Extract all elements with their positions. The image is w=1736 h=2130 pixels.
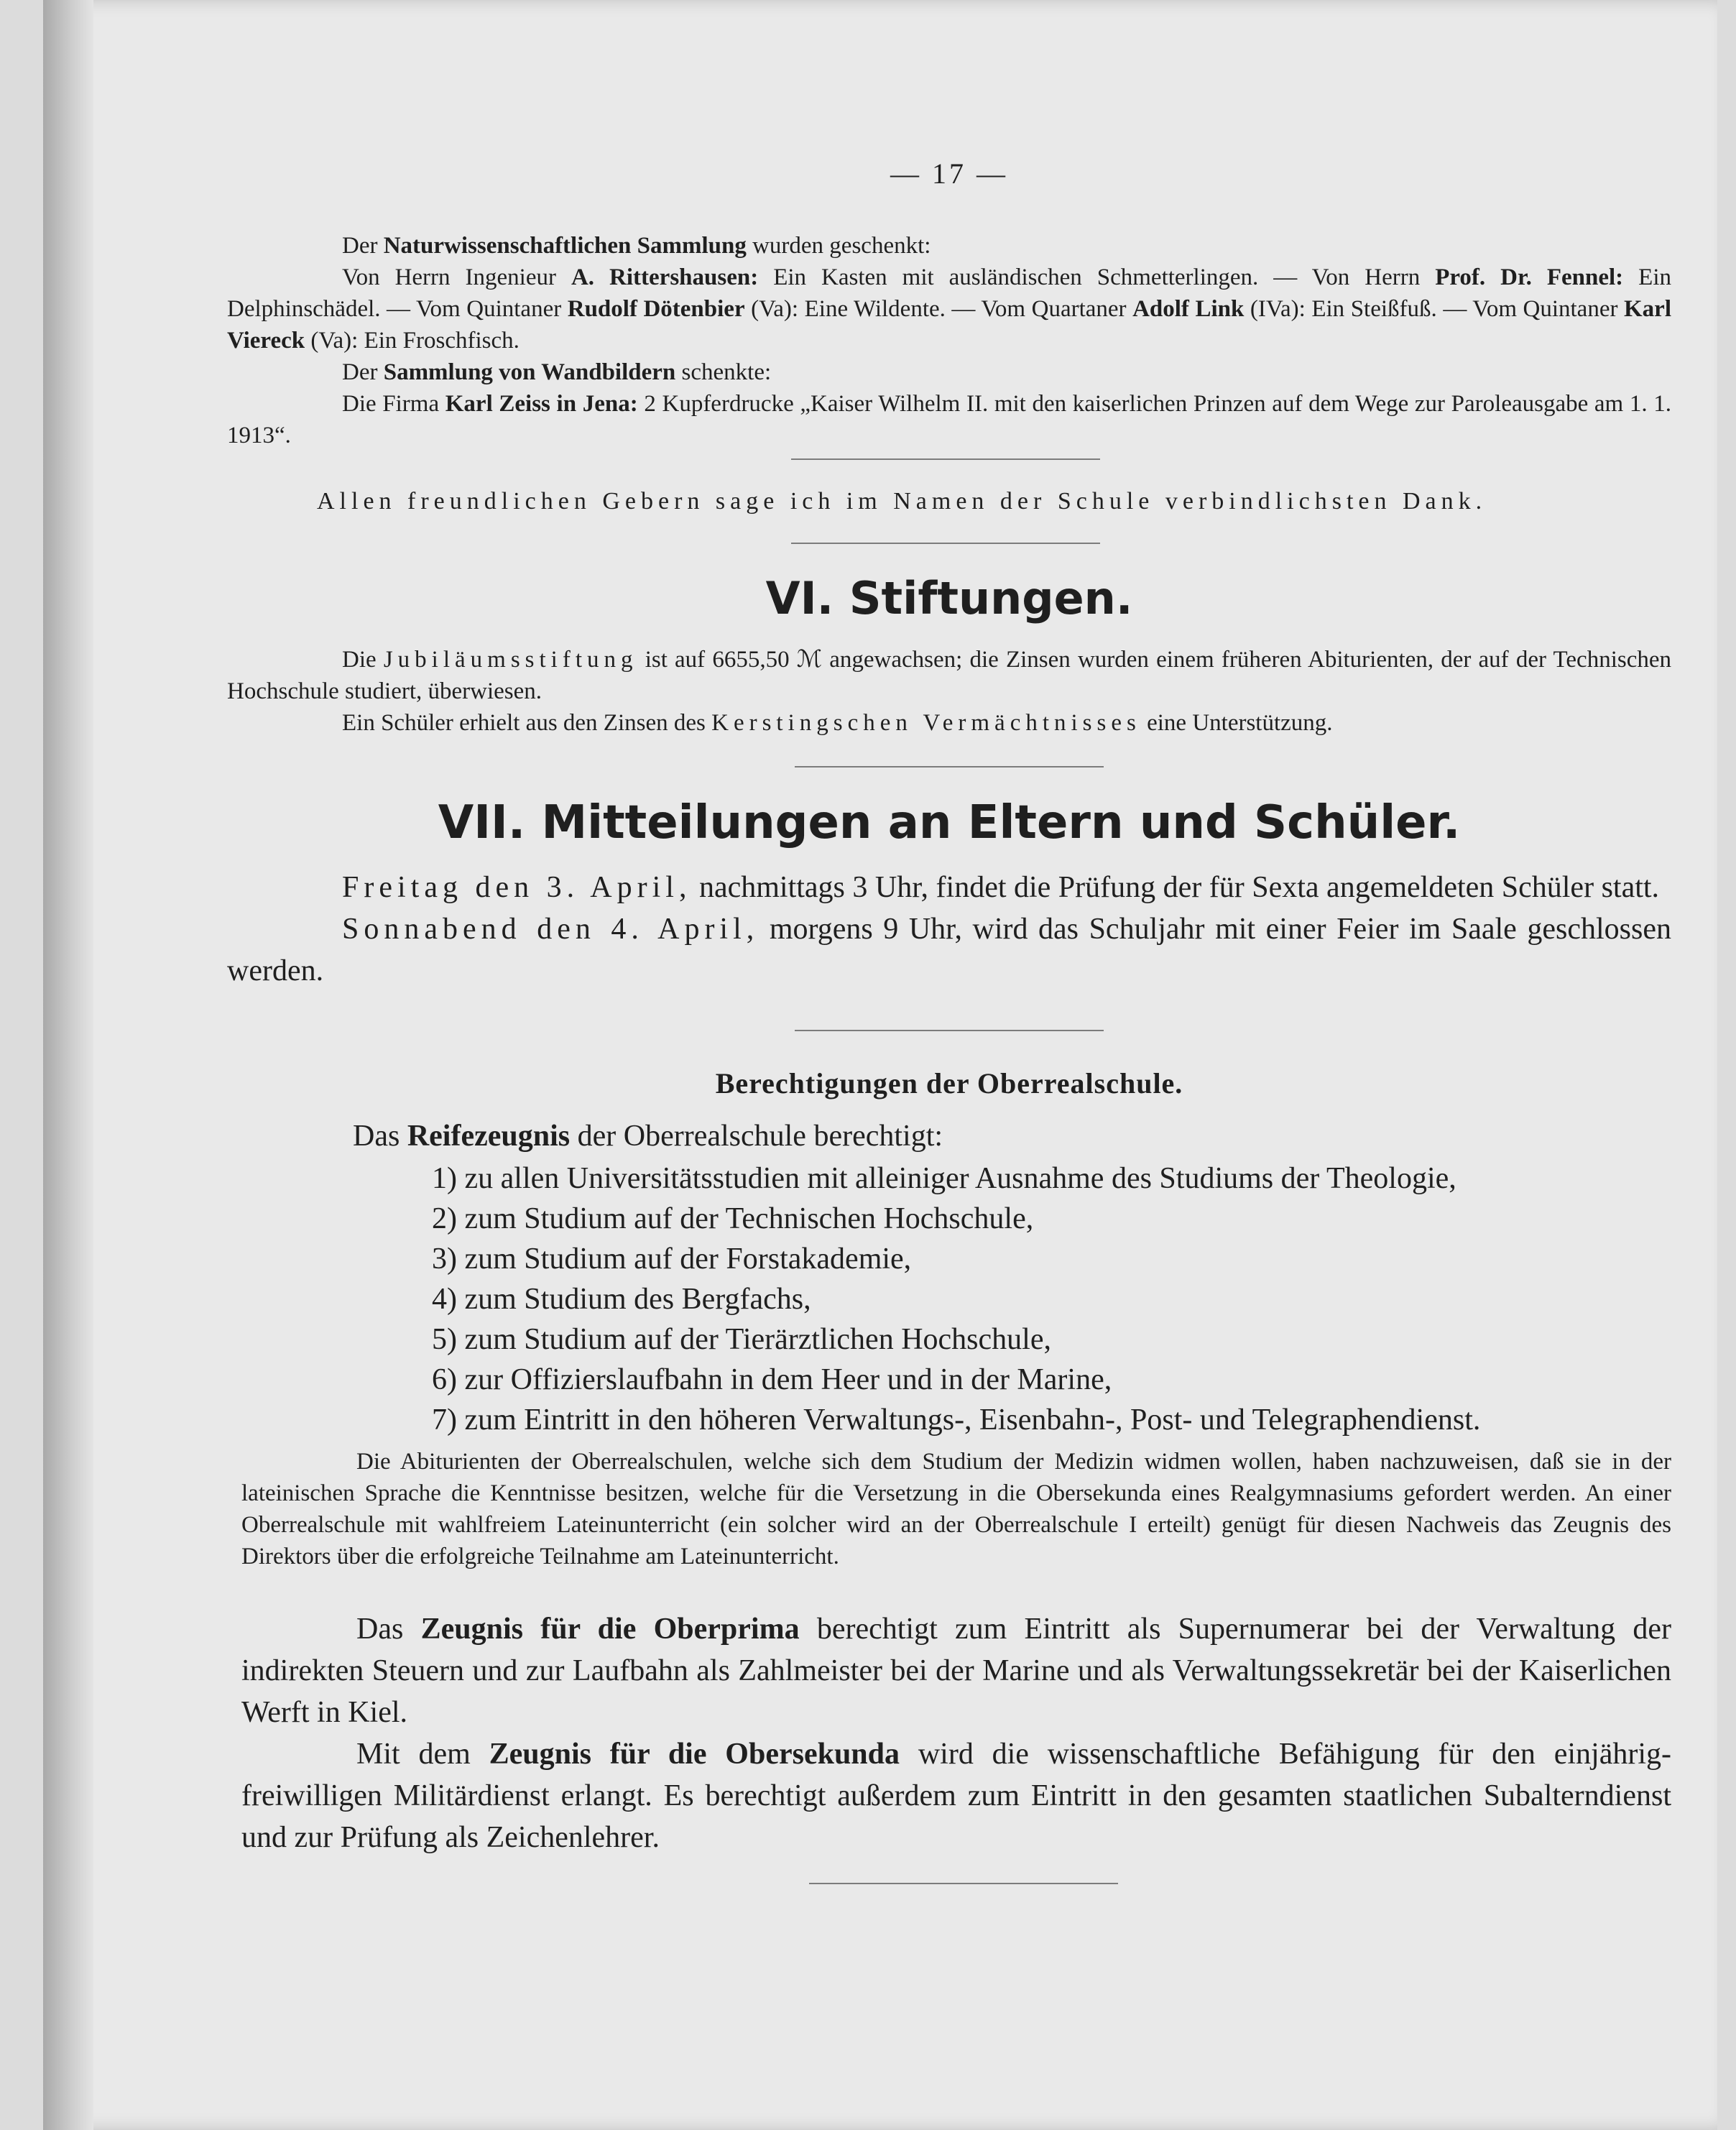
separator-rule	[795, 766, 1104, 767]
separator-rule	[791, 458, 1100, 460]
section-heading-stiftungen: VI. Stiftungen.	[765, 572, 1133, 624]
separator-rule	[795, 1030, 1104, 1031]
page-binding-shadow	[43, 0, 93, 2130]
scanned-page	[43, 0, 1717, 2130]
separator-rule	[791, 543, 1100, 544]
separator-rule	[809, 1883, 1118, 1884]
mitteilungen-schuljahr: Sonnabend den 4. April, morgens 9 Uhr, wird das Schuljahr mit einer Feier im Saale geschlossen werden.	[227, 913, 1671, 987]
section-heading-mitteilungen: VII. Mitteilungen an Eltern und Schüler.	[438, 796, 1461, 849]
stiftungen-block	[227, 644, 1671, 739]
stiftungen-jubilaeum: Die Jubiläumsstiftung ist auf 6655,50 ℳ angewachsen; die Zinsen wurden einem früheren Abiturienten, der auf der Technischen Hochschule studiert, überwiesen.	[227, 647, 1671, 704]
donations-block	[227, 230, 1671, 451]
list-item: 4) zum Studium des Bergfachs,	[432, 1283, 811, 1316]
list-item: 1) zu allen Universitätsstudien mit alleiniger Ausnahme des Studiums der Theologie,	[432, 1162, 1456, 1195]
rights-intro: Das Reifezeugnis der Oberrealschule berechtigt:	[353, 1120, 943, 1153]
oberprima-paragraph: Das Zeugnis für die Oberprima berechtigt zum Eintritt als Supernumerar bei der Verwaltung der indirekten Steuern und zur Laufbahn als Zahlmeister bei der Marine und als Verwaltungssekretär bei der Kaiserlichen Werft in Kiel.	[241, 1613, 1672, 1729]
list-item: 6) zur Offizierslaufbahn in dem Heer und in der Marine,	[432, 1363, 1112, 1396]
page-number: — 17 —	[890, 157, 1008, 190]
mitteilungen-block	[227, 867, 1671, 992]
list-item: 2) zum Studium auf der Technischen Hochschule,	[432, 1202, 1034, 1235]
obersekunda-paragraph: Mit dem Zeugnis für die Obersekunda wird die wissenschaftliche Befähigung für den einjährig-freiwilligen Militärdienst erlangt. Es berechtigt außerdem zum Eintritt in den gesamten staatlichen Subalterndienst und zur Prüfung als Zeichenlehrer.	[241, 1738, 1671, 1854]
medicine-note: Die Abiturienten der Oberrealschulen, welche sich dem Studium der Medizin widmen wollen, haben nachzuweisen, daß sie in der lateinischen Sprache die Kenntnisse besitzen, welche für die Versetzung in die Obersekunda eines Realgymnasiums gefordert werden. An einer Oberrealschule mit wahlfreiem Lateinunterricht (ein solcher wird an der Oberrealschule I erteilt) genügt für diesen Nachweis das Zeugnis des Direktors über die erfolgreiche Teilnahme am Lateinunterricht.	[241, 1449, 1671, 1569]
rights-list	[432, 1158, 1725, 1440]
certificates-block	[241, 1608, 1671, 1858]
thanks-line: Allen freundlichen Gebern sage ich im Namen der Schule verbindlichsten Dank.	[317, 488, 1487, 515]
mitteilungen-pruefung: Freitag den 3. April, nachmittags 3 Uhr, findet die Prüfung der für Sexta angemeldeten Schüler statt.	[342, 871, 1660, 904]
stiftungen-kersting: Ein Schüler erhielt aus den Zinsen des Kerstingschen Vermächtnisses eine Unterstützung.	[342, 710, 1333, 736]
donations-intro: Der Naturwissenschaftlichen Sammlung wurden geschenkt:	[342, 233, 931, 259]
list-item: 7) zum Eintritt in den höheren Verwaltungs-, Eisenbahn-, Post- und Telegraphendienst.	[432, 1403, 1481, 1437]
donations-zeiss: Die Firma Karl Zeiss in Jena: 2 Kupferdrucke „Kaiser Wilhelm II. mit den kaiserlichen Prinzen auf dem Wege zur Paroleausgabe am 1. 1. 1913“.	[227, 391, 1671, 448]
list-item: 3) zum Studium auf der Forstakademie,	[432, 1242, 912, 1276]
donations-wallpictures-intro: Der Sammlung von Wandbildern schenkte:	[342, 359, 772, 385]
donations-natural-history: Von Herrn Ingenieur A. Rittershausen: Ein Kasten mit ausländischen Schmetterlingen. — Von Herrn Prof. Dr. Fennel: Ein Delphinschädel. — Vom Quintaner Rudolf Dötenbier (Va): Eine Wildente. — Vom Quartaner Adolf Link (IVa): Ein Steißfuß. — Vom Quintaner Karl Viereck (Va): Ein Froschfisch.	[227, 264, 1672, 354]
rights-heading: Berechtigungen der Oberrealschule.	[715, 1067, 1183, 1099]
list-item: 5) zum Studium auf der Tierärztlichen Hochschule,	[432, 1323, 1051, 1356]
